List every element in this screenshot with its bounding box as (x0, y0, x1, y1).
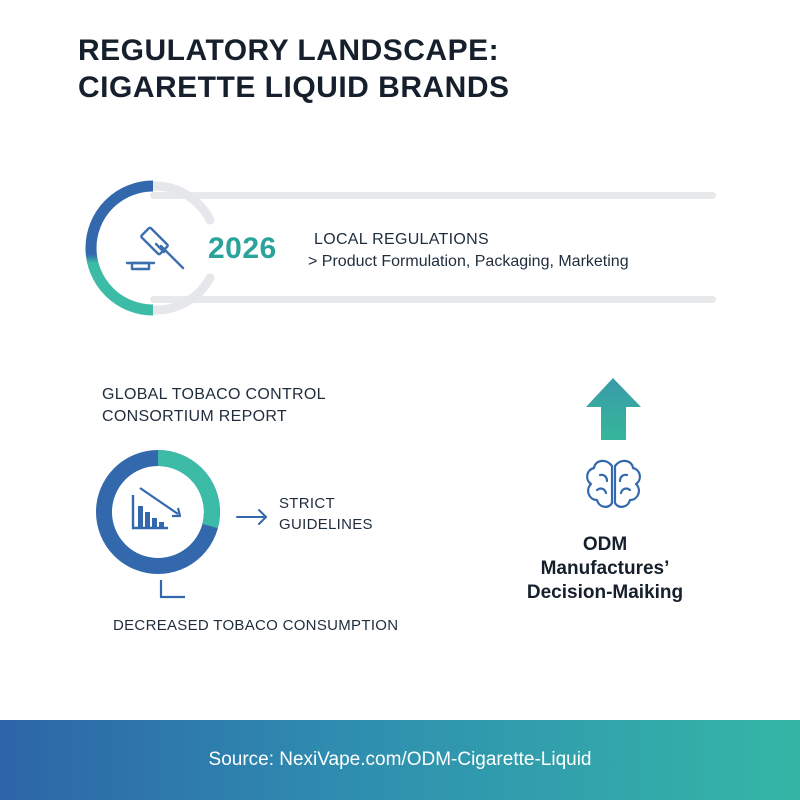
report-title-line-1: GLOBAL TOBACO CONTROL (102, 386, 326, 403)
decision-line-1: ODM (582, 534, 628, 555)
decision-graphic (570, 370, 670, 520)
timeline-arc (91, 186, 153, 310)
source-link[interactable]: Source: NexiVape.com/ODM-Cigarette-Liquid (208, 749, 592, 770)
timeline-arc-gray-bottom (153, 278, 210, 310)
arrow-up-icon (586, 378, 641, 440)
report-donut (80, 440, 280, 610)
page-title-line-1: REGULATORY LANDSCAPE: (78, 34, 500, 67)
decision-label (505, 533, 705, 605)
donut-ring-teal (158, 458, 212, 526)
timeline-arc-gray (153, 186, 210, 220)
declining-bar-chart-icon (133, 488, 180, 528)
brain-icon (587, 461, 640, 507)
report-title (102, 384, 326, 428)
outcome-label (279, 493, 373, 535)
timeline-year: 2026 (208, 232, 277, 265)
timeline-detail: > Product Formulation, Packaging, Marketing (308, 253, 629, 270)
donut-connector (161, 580, 185, 597)
timeline-banner (0, 180, 800, 320)
arrow-right-icon (237, 510, 266, 524)
decision-line-2: Manufactures’ (540, 558, 670, 579)
page-title-line-2: CIGARETTE LIQUID BRANDS (78, 71, 510, 104)
timeline-heading: LOCAL REGULATIONS (314, 231, 489, 248)
page-title (78, 32, 510, 106)
outcome-line-1: STRICT (279, 495, 335, 512)
decision-line-3: Decision-Maiking (526, 582, 684, 603)
report-caption: DECREASED TOBACO CONSUMPTION (113, 617, 399, 634)
gavel-icon (127, 227, 183, 269)
outcome-line-2: GUIDELINES (279, 516, 373, 533)
report-title-line-2: CONSORTIUM REPORT (102, 408, 287, 425)
